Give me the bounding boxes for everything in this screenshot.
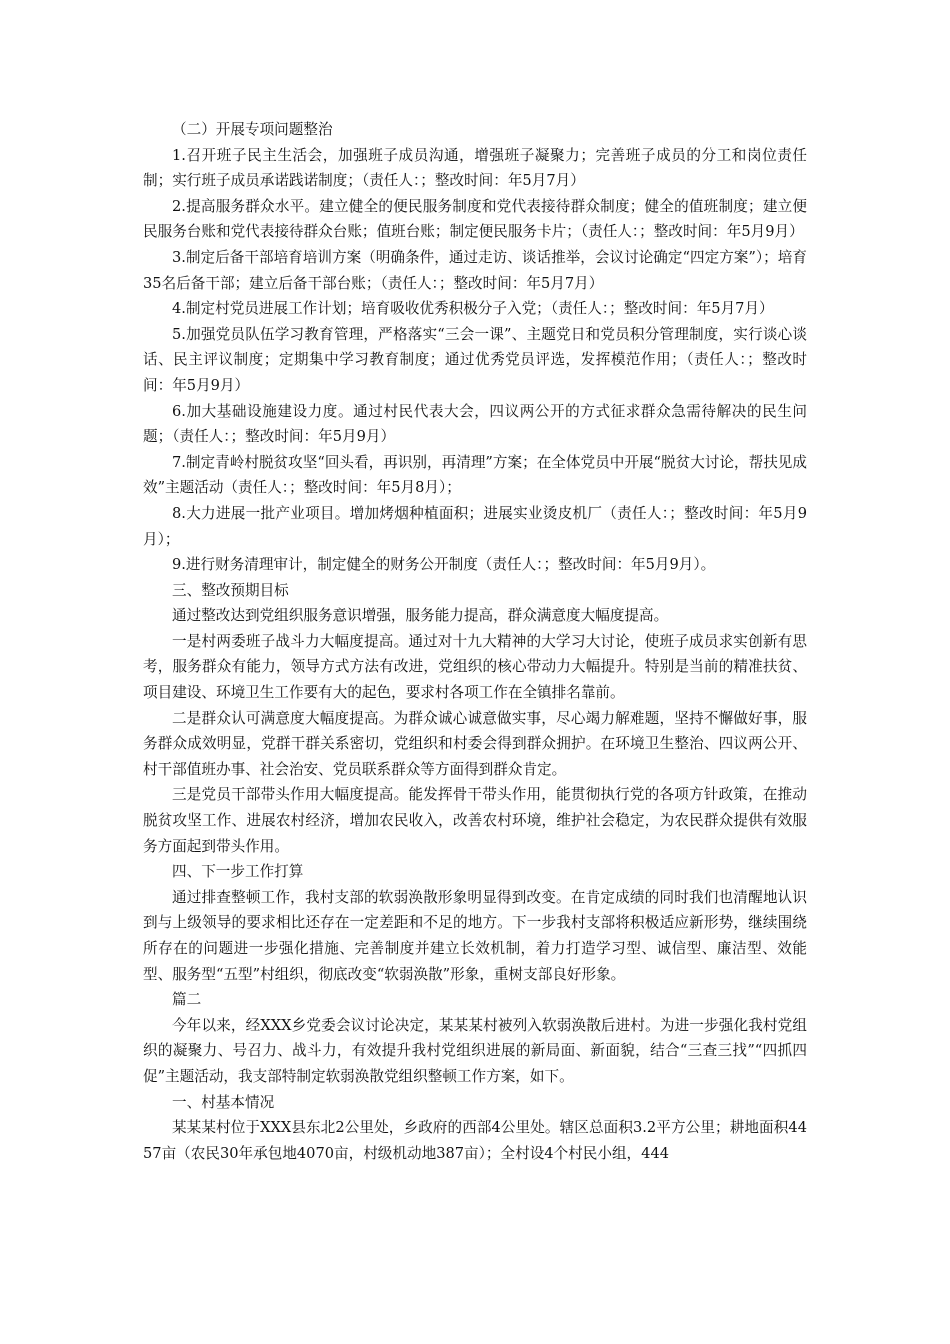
paragraph: 三是党员干部带头作用大幅度提高。能发挥骨干带头作用，能贯彻执行党的各项方针政策，在推动脱贫攻坚工作、进展农村经济，增加农民收入，改善农村环境，维护社会稳定，为农民群众提供有效服务方面起到带头作用。 [143, 786, 807, 855]
section-heading-next-steps: 四、下一步工作打算 [172, 863, 304, 881]
document-page [143, 117, 807, 1166]
paragraph: 一是村两委班子战斗力大幅度提高。通过对十九大精神的大学习大讨论，使班子成员求实创新有思考，服务群众有能力，领导方式方法有改进，党组织的核心带动力大幅提升。特别是当前的精准扶贫、项目建设、环境卫生工作要有大的起色，要求村各项工作在全镇排名靠前。 [143, 632, 807, 702]
section-heading-village-basics: 一、村基本情况 [172, 1093, 275, 1111]
rectification-item-4: 4.制定村党员进展工作计划；培育吸收优秀积极分子入党；（责任人：；整改时间：年5月7月） [172, 300, 774, 318]
section-heading-expected-goals: 三、整改预期目标 [172, 581, 289, 599]
paragraph: 通过排查整顿工作，我村支部的软弱涣散形象明显得到改变。在肯定成绩的同时我们也清醒地认识到与上级领导的要求相比还存在一定差距和不足的地方。下一步我村支部将积极适应新形势，继续围绕所存在的问题进一步强化措施、完善制度并建立长效机制，着力打造学习型、诚信型、廉洁型、效能型、服务型“五型”村组织，彻底改变“软弱涣散”形象，重树支部良好形象。 [143, 888, 807, 983]
paragraph: 某某某村位于XXX县东北2公里处，乡政府的西部4公里处。辖区总面积3.2平方公里；耕地面积4457亩（农民30年承包地4070亩，村级机动地387亩）；全村设4个村民小组，444 [143, 1119, 807, 1162]
rectification-item-2: 2.提高服务群众水平。建立健全的便民服务制度和党代表接待群众制度；健全的值班制度；建立便民服务台账和党代表接待群众台账；值班台账；制定便民服务卡片；（责任人：；整改时间：年5月9月） [143, 197, 807, 241]
paragraph: 通过整改达到党组织服务意识增强，服务能力提高，群众满意度大幅度提高。 [172, 607, 669, 625]
rectification-item-6: 6.加大基础设施建设力度。通过村民代表大会，四议两公开的方式征求群众急需待解决的民生问题；（责任人：；整改时间：年5月9月） [143, 402, 807, 446]
rectification-item-3: 3.制定后备干部培育培训方案（明确条件，通过走访、谈话推举，会议讨论确定“四定方案”）；培育35名后备干部；建立后备干部台账；（责任人：；整改时间：年5月7月） [143, 248, 807, 292]
rectification-item-8: 8.大力进展一批产业项目。增加烤烟种植面积；进展实业烫皮机厂（责任人：；整改时间：年5月9月）； [143, 504, 807, 548]
paragraph: 二是群众认可满意度大幅度提高。为群众诚心诚意做实事，尽心竭力解难题，坚持不懈做好事，服务群众成效明显，党群干群关系密切，党组织和村委会得到群众拥护。在环境卫生整治、四议两公开、村干部值班办事、社会治安、党员联系群众等方面得到群众肯定。 [143, 709, 807, 778]
rectification-item-5: 5.加强党员队伍学习教育管理，严格落实“三会一课”、主题党日和党员积分管理制度，实行谈心谈话、民主评议制度；定期集中学习教育制度；通过优秀党员评选，发挥模范作用；（责任人：；整改时间：年5月9月） [143, 325, 807, 394]
section-heading-special-rectification: （二）开展专项问题整治 [172, 121, 333, 138]
rectification-item-7: 7.制定青岭村脱贫攻坚“回头看，再识别，再清理”方案；在全体党员中开展“脱贫大讨论，帮扶见成效”主题活动（责任人：；整改时间：年5月8月）； [143, 453, 807, 497]
part-heading: 篇二 [172, 991, 202, 1009]
paragraph: 今年以来，经XXX乡党委会议讨论决定，某某某村被列入软弱涣散后进村。为进一步强化我村党组织的凝聚力、号召力、战斗力，有效提升我村党组织进展的新局面、新面貌，结合“三查三找”“四抓四促”主题活动，我支部特制定软弱涣散党组织整顿工作方案，如下。 [143, 1016, 807, 1085]
rectification-item-9: 9.进行财务清理审计，制定健全的财务公开制度（责任人：；整改时间：年5月9月）。 [172, 556, 716, 574]
rectification-item-1: 1.召开班子民主生活会，加强班子成员沟通，增强班子凝聚力；完善班子成员的分工和岗位责任制；实行班子成员承诺践诺制度；（责任人：；整改时间：年5月7月） [143, 146, 807, 190]
